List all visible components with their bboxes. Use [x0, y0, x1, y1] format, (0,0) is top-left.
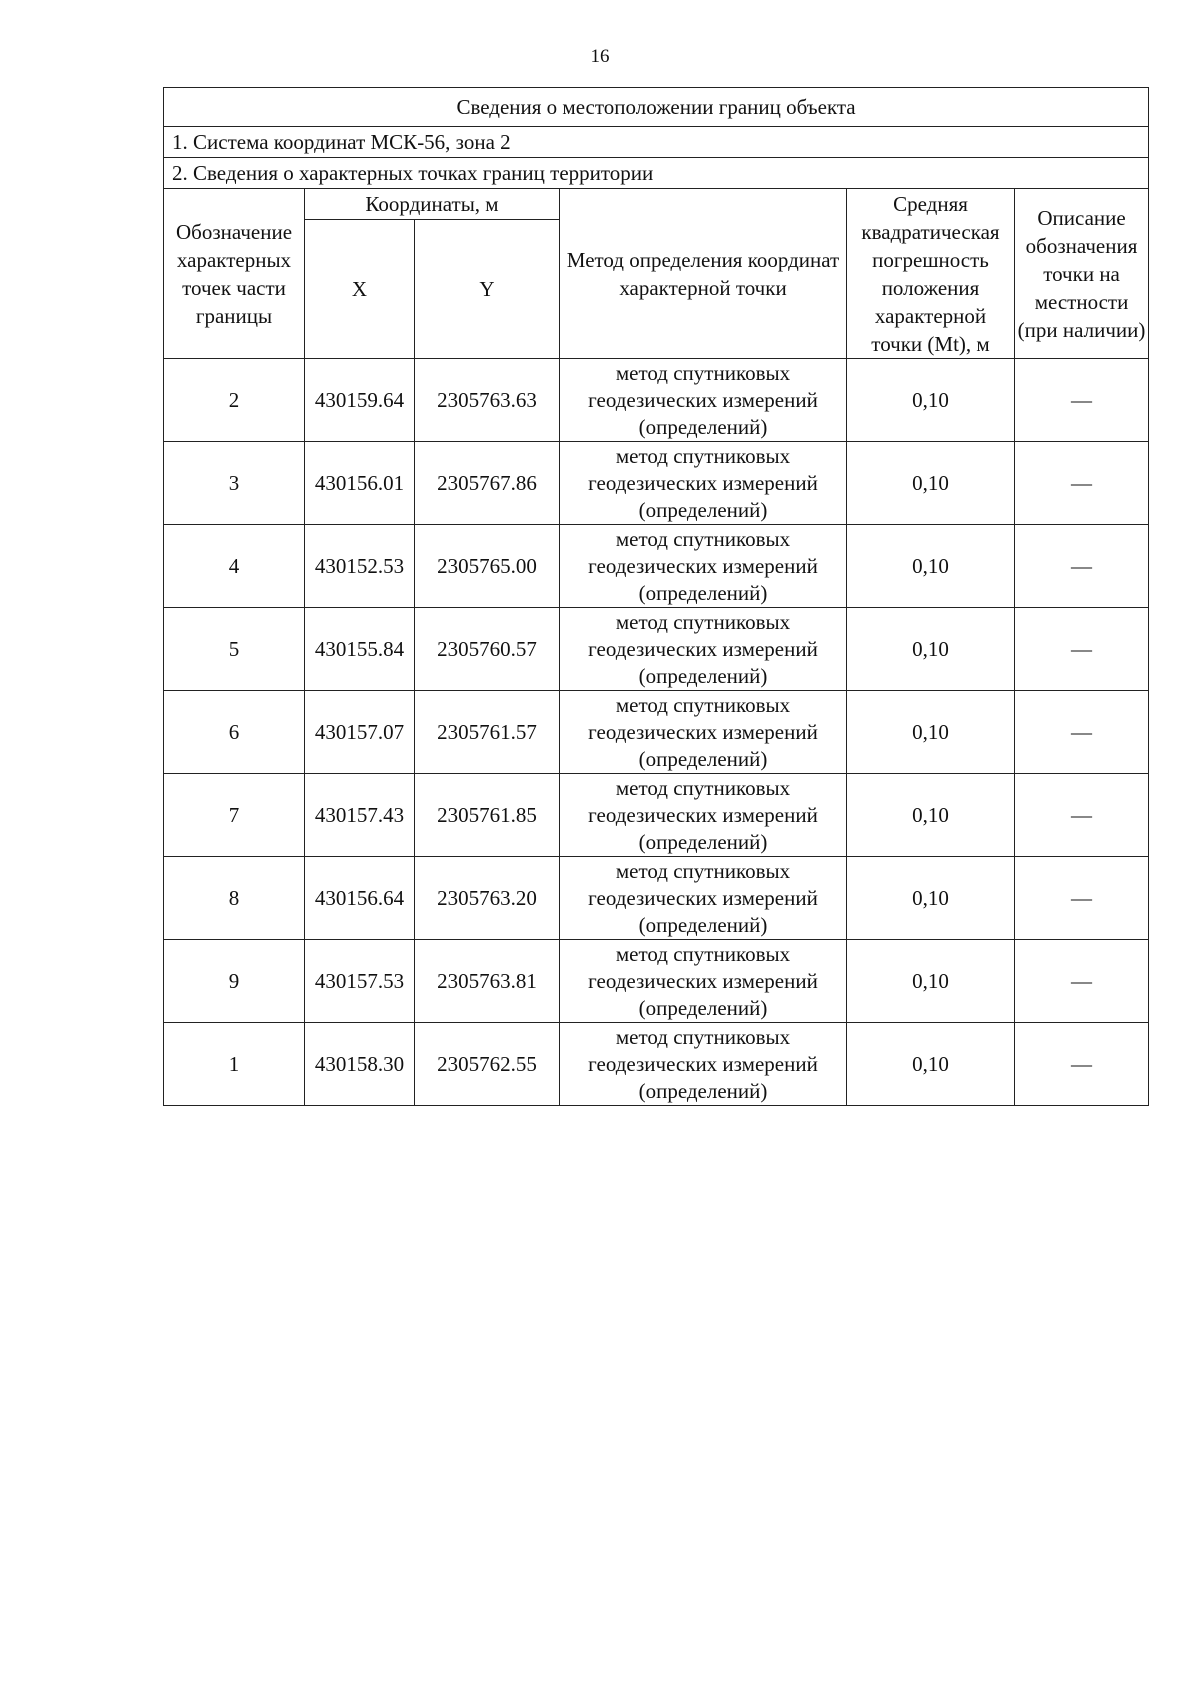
error-cell: 0,10	[847, 359, 1015, 442]
header-error: Средняя квадратическая погрешность положения характерной точки (Mt), м	[847, 189, 1015, 359]
table-row	[164, 359, 1149, 442]
table-title-row	[164, 88, 1149, 127]
method-cell: метод спутниковых геодезических измерений (определений)	[560, 1023, 847, 1106]
error-cell: 0,10	[847, 940, 1015, 1023]
point-cell: 1	[164, 1023, 305, 1106]
error-cell: 0,10	[847, 525, 1015, 608]
description-cell: —	[1015, 691, 1149, 774]
description-cell: —	[1015, 857, 1149, 940]
x-coordinate-cell: 430157.43	[305, 774, 415, 857]
point-cell: 2	[164, 359, 305, 442]
error-cell: 0,10	[847, 691, 1015, 774]
coordinate-system: 1. Система координат МСК-56, зона 2	[164, 127, 1149, 158]
header-method: Метод определения координат характерной точки	[560, 189, 847, 359]
method-cell: метод спутниковых геодезических измерений (определений)	[560, 774, 847, 857]
point-cell: 6	[164, 691, 305, 774]
description-cell: —	[1015, 940, 1149, 1023]
method-cell: метод спутниковых геодезических измерений (определений)	[560, 857, 847, 940]
table-row	[164, 774, 1149, 857]
description-cell: —	[1015, 608, 1149, 691]
x-coordinate-cell: 430157.53	[305, 940, 415, 1023]
table-row	[164, 940, 1149, 1023]
method-cell: метод спутниковых геодезических измерений (определений)	[560, 442, 847, 525]
header-description: Описание обозначения точки на местности (при наличии)	[1015, 189, 1149, 359]
x-coordinate-cell: 430155.84	[305, 608, 415, 691]
point-cell: 9	[164, 940, 305, 1023]
header-y: Y	[415, 220, 560, 359]
point-cell: 7	[164, 774, 305, 857]
table-row	[164, 442, 1149, 525]
point-cell: 5	[164, 608, 305, 691]
table-row	[164, 1023, 1149, 1106]
page-number: 16	[590, 46, 610, 67]
method-cell: метод спутниковых геодезических измерений (определений)	[560, 359, 847, 442]
table-title: Сведения о местоположении границ объекта	[164, 88, 1149, 127]
description-cell: —	[1015, 442, 1149, 525]
description-cell: —	[1015, 525, 1149, 608]
description-cell: —	[1015, 1023, 1149, 1106]
error-cell: 0,10	[847, 442, 1015, 525]
y-coordinate-cell: 2305760.57	[415, 608, 560, 691]
x-coordinate-cell: 430158.30	[305, 1023, 415, 1106]
y-coordinate-cell: 2305765.00	[415, 525, 560, 608]
table-row	[164, 608, 1149, 691]
table-row	[164, 691, 1149, 774]
header-coordinates: Координаты, м	[305, 189, 560, 220]
y-coordinate-cell: 2305767.86	[415, 442, 560, 525]
header-row-1	[164, 189, 1149, 220]
method-cell: метод спутниковых геодезических измерений (определений)	[560, 940, 847, 1023]
y-coordinate-cell: 2305763.63	[415, 359, 560, 442]
x-coordinate-cell: 430157.07	[305, 691, 415, 774]
x-coordinate-cell: 430156.01	[305, 442, 415, 525]
y-coordinate-cell: 2305762.55	[415, 1023, 560, 1106]
y-coordinate-cell: 2305761.85	[415, 774, 560, 857]
x-coordinate-cell: 430152.53	[305, 525, 415, 608]
y-coordinate-cell: 2305763.20	[415, 857, 560, 940]
x-coordinate-cell: 430159.64	[305, 359, 415, 442]
point-cell: 3	[164, 442, 305, 525]
error-cell: 0,10	[847, 608, 1015, 691]
method-cell: метод спутниковых геодезических измерений (определений)	[560, 608, 847, 691]
points-section-row	[164, 158, 1149, 189]
method-cell: метод спутниковых геодезических измерений (определений)	[560, 525, 847, 608]
coordinate-system-row	[164, 127, 1149, 158]
description-cell: —	[1015, 359, 1149, 442]
description-cell: —	[1015, 774, 1149, 857]
y-coordinate-cell: 2305761.57	[415, 691, 560, 774]
table-row	[164, 857, 1149, 940]
error-cell: 0,10	[847, 774, 1015, 857]
table-row	[164, 525, 1149, 608]
x-coordinate-cell: 430156.64	[305, 857, 415, 940]
method-cell: метод спутниковых геодезических измерений (определений)	[560, 691, 847, 774]
error-cell: 0,10	[847, 1023, 1015, 1106]
y-coordinate-cell: 2305763.81	[415, 940, 560, 1023]
boundary-coordinates-table	[163, 87, 1149, 1106]
point-cell: 4	[164, 525, 305, 608]
header-designation: Обозначение характерных точек части границы	[164, 189, 305, 359]
error-cell: 0,10	[847, 857, 1015, 940]
point-cell: 8	[164, 857, 305, 940]
points-section-title: 2. Сведения о характерных точках границ территории	[164, 158, 1149, 189]
header-x: X	[305, 220, 415, 359]
